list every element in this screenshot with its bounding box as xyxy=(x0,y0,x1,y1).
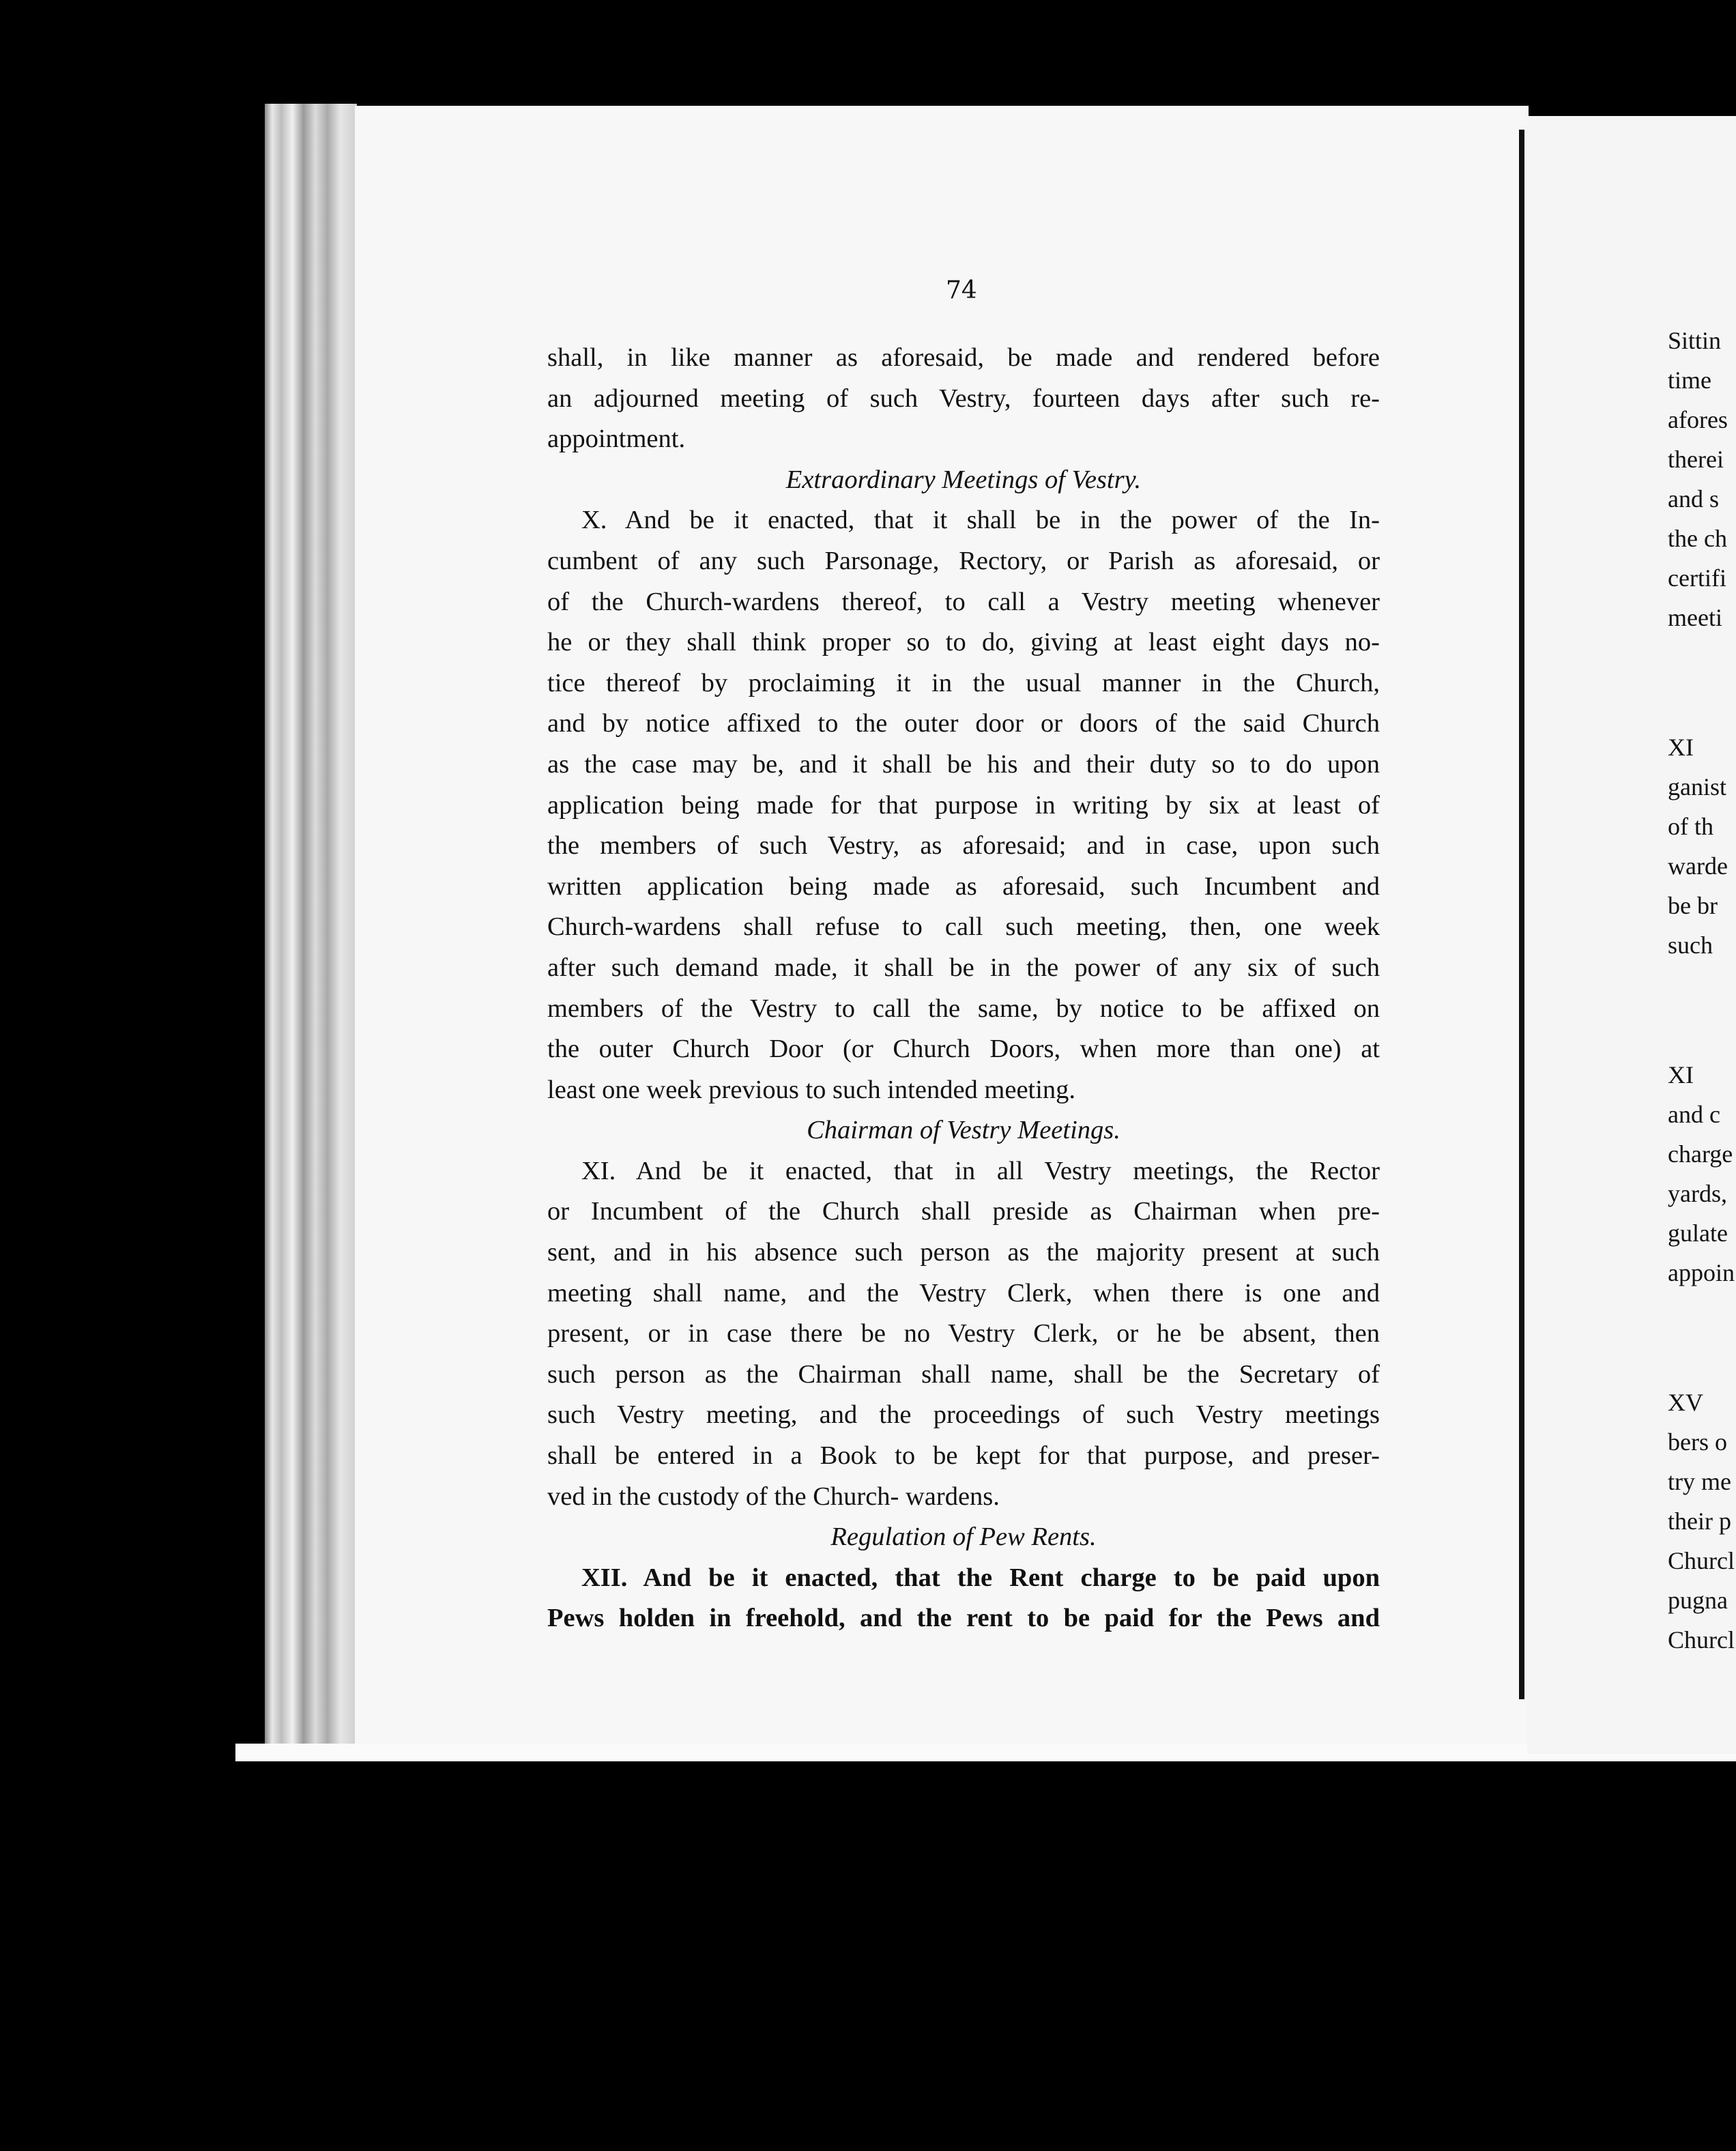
text-line: X. And be it enacted, that it shall be in the power of the In- xyxy=(581,506,1380,535)
text-line: meeting shall name, and the Vestry Clerk, when there is one and xyxy=(547,1278,1380,1308)
next-page-fragment: of th xyxy=(1668,813,1713,840)
text-line: XII. And be it enacted, that the Rent charge to be paid upon xyxy=(581,1563,1380,1592)
page-bottom-edge xyxy=(235,1744,1736,1761)
text-line: ved in the custody of the Church- wardens. xyxy=(547,1482,1000,1511)
next-page-fragment: XV xyxy=(1668,1389,1703,1416)
text-line: tice thereof by proclaiming it in the usual manner in the Church, xyxy=(547,668,1380,697)
next-page-fragment: pugna xyxy=(1668,1587,1728,1614)
next-page-fragment: warde xyxy=(1668,852,1728,880)
section-heading: Extraordinary Meetings of Vestry. xyxy=(785,465,1142,494)
next-page-fragment: and s xyxy=(1668,485,1719,513)
next-page-fragment: charge xyxy=(1668,1140,1733,1168)
text-line: least one week previous to such intended meeting. xyxy=(547,1075,1076,1104)
next-page-fragment: therei xyxy=(1668,446,1724,473)
text-line: he or they shall think proper so to do, giving at least eight days no- xyxy=(547,628,1380,657)
text-line: appointment. xyxy=(547,424,686,454)
next-page-fragment: afores xyxy=(1668,406,1728,433)
page-edge-stack xyxy=(265,104,357,1747)
next-page-fragment: Churcl xyxy=(1668,1547,1735,1574)
text-line: Pews holden in freehold, and the rent to be paid for the Pews and xyxy=(547,1604,1380,1633)
next-page-fragment: Sittin xyxy=(1668,327,1722,354)
next-page-fragment: be br xyxy=(1668,892,1718,919)
next-page-fragment: yards, xyxy=(1668,1180,1727,1207)
next-page-fragment: XI xyxy=(1668,1061,1694,1088)
section-heading: Chairman of Vestry Meetings. xyxy=(807,1116,1120,1145)
page-body-text xyxy=(547,338,1380,1639)
text-line: shall, in like manner as aforesaid, be made and rendered before xyxy=(547,343,1380,372)
text-line: as the case may be, and it shall be his and their duty so to do upon xyxy=(547,749,1380,779)
next-page-fragment: Churcl xyxy=(1668,1626,1735,1654)
next-page-fragment: the ch xyxy=(1668,525,1727,552)
next-page-fragment: such xyxy=(1668,932,1713,959)
next-page-fragment: try me xyxy=(1668,1468,1731,1495)
text-line: sent, and in his absence such person as the majority present at such xyxy=(547,1238,1380,1267)
text-line: the outer Church Door (or Church Doors, when more than one) at xyxy=(547,1035,1380,1064)
next-page-fragment: ganist xyxy=(1668,773,1726,800)
book-gutter xyxy=(1519,130,1524,1699)
page-number: 74 xyxy=(946,276,977,304)
text-line: application being made for that purpose in writing by six at least of xyxy=(547,790,1380,820)
next-page-fragment: XI xyxy=(1668,734,1694,761)
text-line: an adjourned meeting of such Vestry, fourteen days after such re- xyxy=(547,384,1380,413)
text-line: XI. And be it enacted, that in all Vestry meetings, the Rector xyxy=(581,1156,1380,1185)
next-page-fragment: their p xyxy=(1668,1507,1731,1535)
text-line: such person as the Chairman shall name, shall be the Secretary of xyxy=(547,1359,1380,1389)
text-line: written application being made as aforesaid, such Incumbent and xyxy=(547,871,1380,901)
next-page-fragment: meeti xyxy=(1668,604,1722,631)
next-page-fragment: time xyxy=(1668,366,1711,394)
next-page-fragment: bers o xyxy=(1668,1428,1727,1456)
text-line: such Vestry meeting, and the proceedings of such Vestry meetings xyxy=(547,1400,1380,1430)
text-line: shall be entered in a Book to be kept for that purpose, and preser- xyxy=(547,1441,1380,1471)
text-line: and by notice affixed to the outer door or doors of the said Church xyxy=(547,709,1380,738)
text-line: members of the Vestry to call the same, by notice to be affixed on xyxy=(547,994,1380,1023)
text-line: the members of such Vestry, as aforesaid; and in case, upon such xyxy=(547,831,1380,861)
text-line: Church-wardens shall refuse to call such meeting, then, one week xyxy=(547,912,1380,942)
next-page-fragment: certifi xyxy=(1668,564,1726,592)
text-line: of the Church-wardens thereof, to call a Vestry meeting whenever xyxy=(547,587,1380,616)
text-line: present, or in case there be no Vestry Clerk, or he be absent, then xyxy=(547,1319,1380,1348)
text-line: or Incumbent of the Church shall preside as Chairman when pre- xyxy=(547,1197,1380,1226)
text-line: after such demand made, it shall be in the power of any six of such xyxy=(547,953,1380,982)
next-page-fragment: gulate xyxy=(1668,1219,1728,1247)
section-heading: Regulation of Pew Rents. xyxy=(830,1522,1097,1552)
next-page-fragment: appoin xyxy=(1668,1259,1735,1286)
next-page-fragment: and c xyxy=(1668,1101,1720,1128)
text-line: cumbent of any such Parsonage, Rectory, or Parish as aforesaid, or xyxy=(547,546,1380,575)
